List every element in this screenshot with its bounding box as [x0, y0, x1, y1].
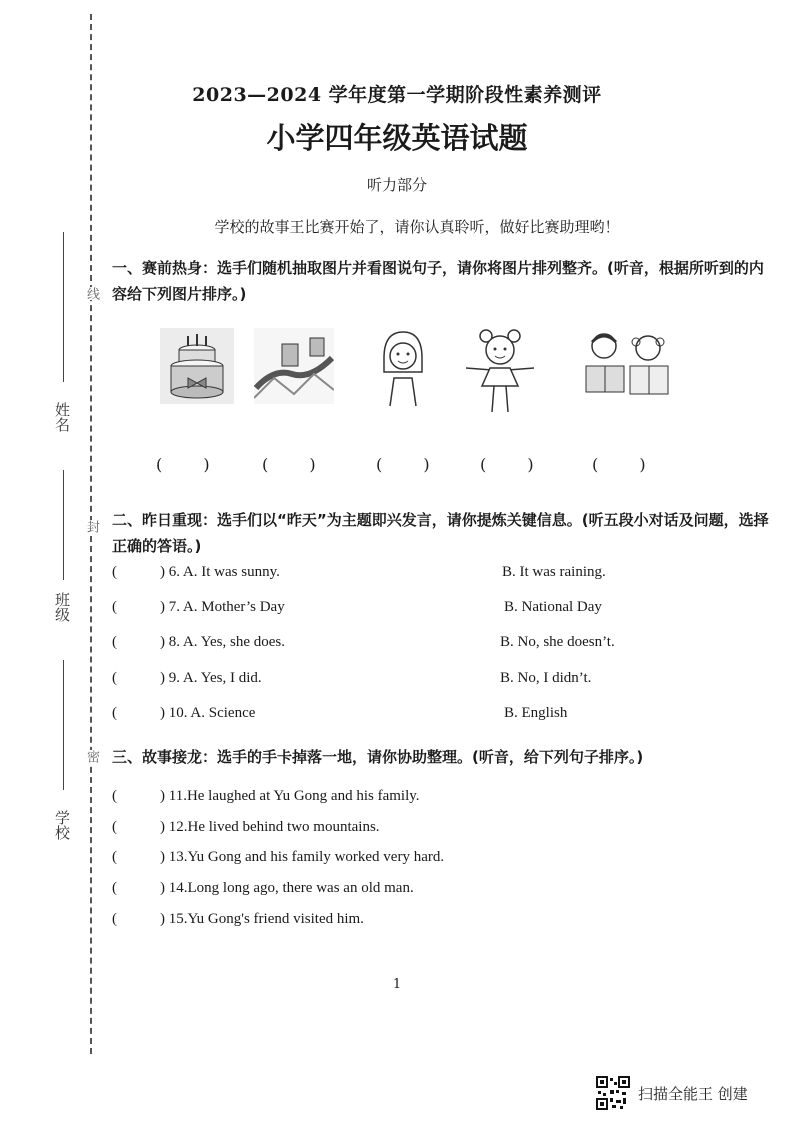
sentence-text: ) 11.He laughed at Yu Gong and his family.: [160, 788, 420, 804]
sentence-text: ) 13.Yu Gong and his family worked very hard.: [160, 849, 445, 865]
great-wall-icon: [254, 328, 334, 404]
option-a: ) 8. A. Yes, she does.: [160, 634, 286, 650]
name-write-line: [63, 232, 64, 382]
option-a: ) 7. A. Mother’s Day: [160, 599, 285, 615]
class-label: 班级: [53, 592, 71, 622]
answer-paren[interactable]: (: [112, 705, 117, 721]
answer-blank[interactable]: ( ): [376, 455, 448, 474]
option-a: ) 9. A. Yes, I did.: [160, 670, 262, 686]
sentence-row: [112, 819, 672, 843]
question-row: [112, 599, 672, 623]
question-row: [112, 634, 672, 658]
answer-paren[interactable]: (: [112, 880, 117, 896]
question-row: [112, 564, 672, 588]
question-row: [112, 670, 672, 694]
seal-char-feng: 封: [84, 520, 99, 533]
option-b: B. National Day: [504, 599, 602, 615]
sentence-text: ) 15.Yu Gong's friend visited him.: [160, 911, 364, 927]
intro-text: 学校的故事王比赛开始了，请你认真聆听，做好比赛助理哟！: [214, 218, 620, 236]
part2-heading: 二、昨日重现：选手们以“昨天”为主题即兴发言，请你提炼关键信息。(听五段小对话及问题，选择正确的答语。): [112, 511, 769, 555]
answer-paren[interactable]: (: [112, 911, 117, 927]
sentence-row: [112, 880, 672, 904]
question-row: [112, 705, 672, 729]
seal-char-mi: 密: [84, 750, 99, 763]
part3-heading: 三、故事接龙：选手的手卡掉落一地，请你协助整理。(听音，给下列句子排序。): [112, 748, 644, 766]
sentence-row: [112, 788, 672, 812]
school-write-line: [63, 660, 64, 790]
part1-heading: 一、赛前热身：选手们随机抽取图片并看图说句子，请你将图片排列整齐。(听音，根据所听到的内容给下列图片排序。): [112, 259, 764, 303]
answer-paren[interactable]: (: [112, 788, 117, 804]
answer-blank[interactable]: ( ): [480, 455, 552, 474]
answer-paren[interactable]: (: [112, 634, 117, 650]
picture-order-blanks: [150, 455, 670, 477]
option-b: B. No, she doesn’t.: [500, 634, 615, 650]
answer-paren[interactable]: (: [112, 670, 117, 686]
answer-paren[interactable]: (: [112, 599, 117, 615]
name-label: 姓名: [53, 402, 71, 432]
girl-dancing-icon: [462, 328, 538, 416]
option-b: B. English: [504, 705, 568, 721]
class-write-line: [63, 470, 64, 580]
page-number: 1: [392, 977, 402, 992]
kids-reading-icon: [576, 328, 676, 404]
qr-code-icon: [596, 1076, 630, 1110]
option-b: B. No, I didn’t.: [500, 670, 592, 686]
seal-char-line: 线: [84, 287, 99, 300]
option-b: B. It was raining.: [502, 564, 606, 580]
sentence-text: ) 12.He lived behind two mountains.: [160, 819, 380, 835]
answer-blank[interactable]: ( ): [592, 455, 664, 474]
option-a: ) 10. A. Science: [160, 705, 256, 721]
exam-title: 小学四年级英语试题: [266, 121, 528, 155]
girl-smiling-icon: [374, 328, 432, 408]
answer-paren[interactable]: (: [112, 849, 117, 865]
binding-dashed-line: [90, 14, 92, 1054]
sentence-row: [112, 849, 672, 873]
option-a: ) 6. A. It was sunny.: [160, 564, 280, 580]
sentence-row: [112, 911, 672, 935]
birthday-cake-icon: [158, 328, 236, 404]
answer-blank[interactable]: ( ): [262, 455, 334, 474]
answer-blank[interactable]: ( ): [156, 455, 228, 474]
school-label: 学校: [53, 810, 71, 840]
exam-year-title: 2023—2024 学年度第一学期阶段性素养测评: [192, 84, 602, 106]
answer-paren[interactable]: (: [112, 564, 117, 580]
sentence-text: ) 14.Long long ago, there was an old man.: [160, 880, 414, 896]
answer-paren[interactable]: (: [112, 819, 117, 835]
watermark-text: 扫描全能王 创建: [638, 1084, 748, 1103]
scanner-watermark: [596, 1076, 748, 1110]
picture-row: [150, 328, 690, 416]
section-subtitle: 听力部分: [366, 176, 427, 194]
